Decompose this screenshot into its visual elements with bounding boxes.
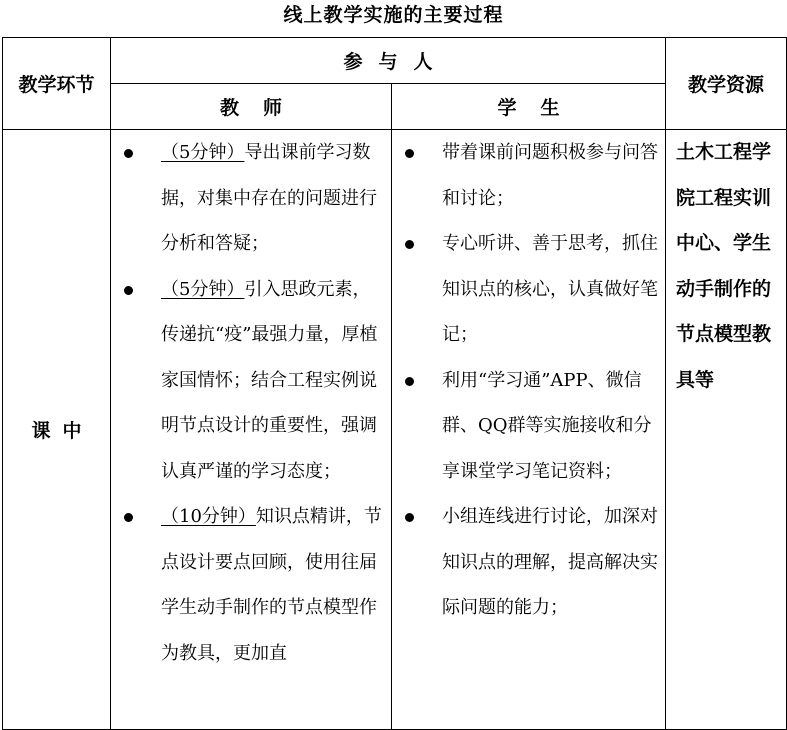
student-list [392,130,665,631]
bullet-icon [405,513,414,522]
resources-cell: 土木工程学院工程实训中心、学生动手制作的节点模型教具等 [666,130,787,730]
header-teacher: 教师 [111,84,392,130]
bullet-icon [124,149,133,158]
teaching-process-table [2,37,787,730]
item-text: 知识点精讲，节点设计要点回顾，使用往届学生动手制作的节点模型作为教具，更加直 [161,506,382,664]
header-stage: 教学环节 [3,38,111,130]
teacher-cell [111,130,392,730]
item-text: 带着课前问题积极参与问答和讨论； [442,142,658,209]
stage-cell: 课中 [3,130,111,730]
bullet-icon [405,377,414,386]
header-participants: 参与人 [111,38,666,84]
time-label: （5分钟） [161,278,245,300]
page-title: 线上教学实施的主要过程 [283,4,504,26]
item-text: 导出课前学习数据，对集中存在的问题进行分析和答疑； [161,142,377,254]
list-item [392,358,665,495]
header-student: 学生 [392,84,666,130]
bullet-icon [405,149,414,158]
item-text: 利用“学习通”APP、微信群、QQ群等实施接收和分享课堂学习笔记资料； [442,369,652,482]
list-item [111,130,391,267]
time-label: （10分钟） [161,506,256,527]
bullet-icon [405,240,414,249]
item-text: 引入思政元素，传递抗“疫”最强力量，厚植家国情怀；结合工程实例说明节点设计的重要性，强调认真严谨的学习态度； [161,278,378,482]
header-resources: 教学资源 [666,38,787,130]
list-item [111,494,391,676]
time-label: （5分钟） [161,142,245,163]
item-text: 专心听讲、善于思考，抓住知识点的核心，认真做好笔记； [442,233,658,345]
teacher-list [111,130,391,676]
item-text: 小组连线进行讨论，加深对知识点的理解，提高解决实际问题的能力； [442,506,658,618]
bullet-icon [124,286,133,295]
list-item [111,267,391,495]
student-cell [392,130,666,730]
list-item [392,221,665,358]
list-item [392,494,665,631]
bullet-icon [124,513,133,522]
list-item [392,130,665,221]
